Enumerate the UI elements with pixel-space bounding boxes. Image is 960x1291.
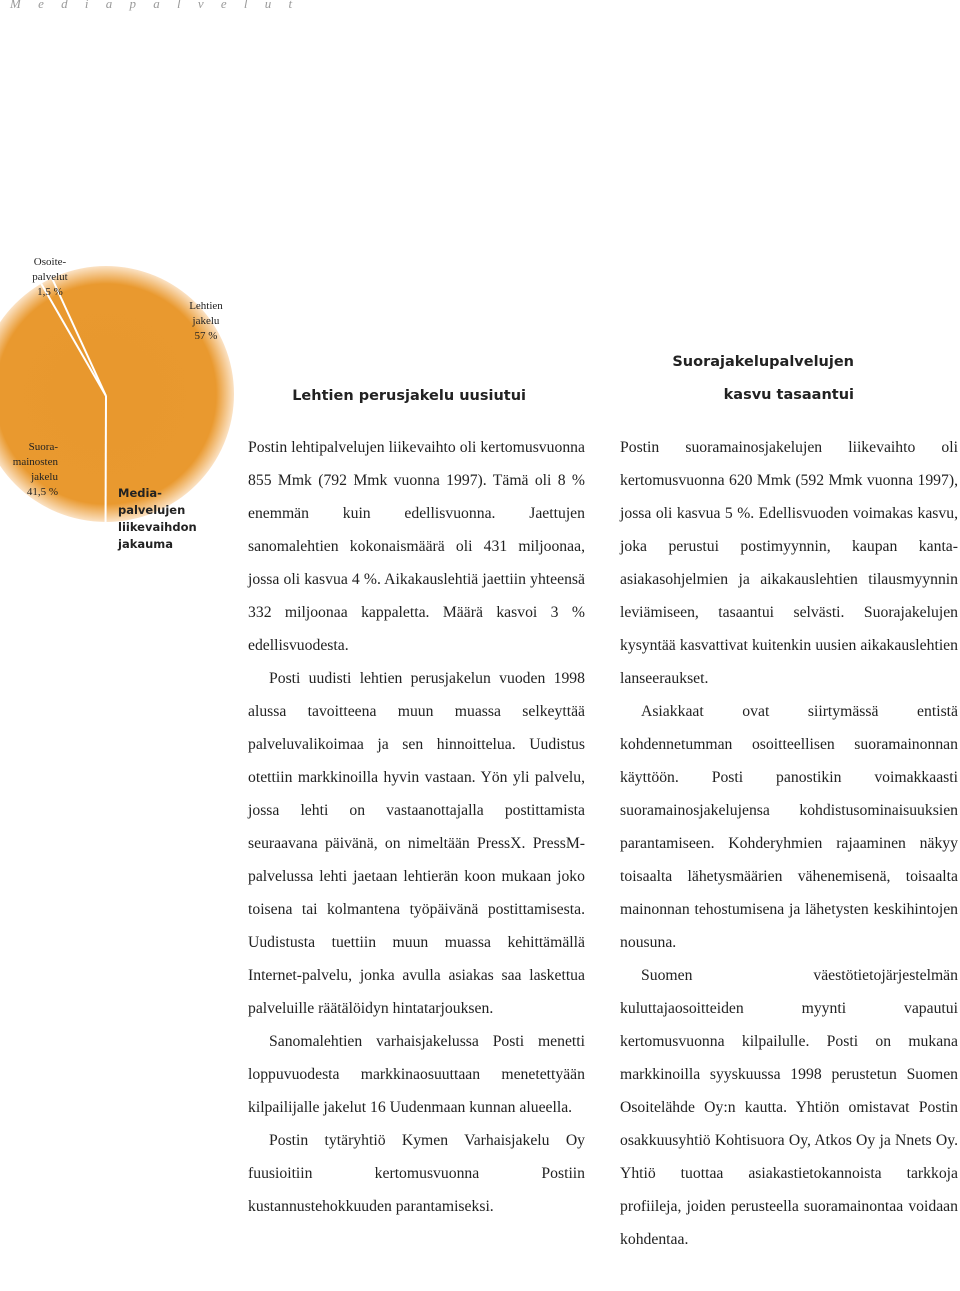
right-article-heading [620,346,854,412]
pie-label-value: 1,5 % [37,286,63,298]
pie-caption [118,485,228,553]
caption-line: palvelujen [118,503,186,517]
pie-label-line: mainosten [12,456,58,468]
pie-label-line: Osoite- [33,256,67,268]
pie-label-line: jakelu [192,315,220,327]
left-article-heading: Lehtien perusjakelu uusiutui [292,388,526,404]
pie-label-value: 41,5 % [26,486,58,498]
paragraph: Asiakkaat ovat siirtymässä entistä kohdennetumman osoitteellisen suoramainonnan käyttöön. Posti panostikin voimakkaasti suoramainosjakelujensa kohdistusominaisuuksien parantamiseen. Kohderyhmien rajaaminen näkyy toisaalta lähetysmäärien vähenemisenä, toisaalta mainonnan tehostumisena ja lähetysten keskihintojen nousuna. [620,703,958,951]
paragraph: Postin tytäryhtiö Kymen Varhaisjakelu Oy fuusioitiin kertomusvuonna Postiin kustannustehokkuuden parantamiseksi. [248,1132,585,1215]
heading-line: kasvu tasaantui [723,387,854,403]
caption-line: Media- [118,486,162,500]
running-head: M e d i a p a l v e l u t [10,0,300,11]
caption-line: liikevaihdon [118,520,197,534]
pie-label-line: palvelut [32,271,68,283]
pie-label-suoramainosten-jakelu [0,440,58,500]
paragraph: Posti uudisti lehtien perusjakelun vuoden 1998 alussa tavoitteena muun muassa selkeyttää palveluvalikoimaa ja sen hinnoittelua. Uudistus otettiin markkinoilla hyvin vastaan. Yön yli palvelu, jossa lehti on vastaanottajalla postittamista seuraavana päivänä, on nimeltään PressX. PressM-palvelussa lehti jaetaan lehtierän koon mukaan joko toisena tai kolmantena työpäivänä postittamisesta. Uudistusta tuettiin muun muassa kehittämällä Internet-palvelu, jonka avulla asiakas saa laskettua palveluille räätälöidyn hintatarjouksen. [248,670,585,1017]
pie-label-line: Suora- [28,441,58,453]
pie-label-osoitepalvelut [22,255,78,300]
paragraph: Suomen väestötietojärjestelmän kuluttajaosoitteiden myynti vapautui kertomusvuonna kilpailulle. Posti on mukana markkinoilla syyskuussa 1998 perustetun Suomen Osoitelähde Oy:n kautta. Yhtiön omistavat Postin osakkuusyhtiö Kohtisuora Oy, Atkos Oy ja Nnets Oy. Yhtiö tuottaa asiakastietokannoista tarkkoja profiileja, joiden perusteella suoramainontaa voidaan kohdentaa. [620,967,958,1248]
paragraph: Postin suoramainosjakelujen liikevaihto oli kertomusvuonna 620 Mmk (592 Mmk vuonna 1997), jossa oli kasvua 5 %. Edellisvuoden voimakas kasvu, joka perustui postimyynnin, kaupan kanta-asiakasohjelmien ja aikakauslehtien tilausmyynnin leviämiseen, tasaantui selvästi. Suorajakelujen kysyntää kasvattivat kuitenkin uusien aikakauslehtien lanseeraukset. [620,439,958,687]
paragraph: Postin lehtipalvelujen liikevaihto oli kertomusvuonna 855 Mmk (792 Mmk vuonna 1997). Tämä oli 8 % enemmän kuin edellisvuonna. Jaettujen sanomalehtien kokonaismäärä oli 431 miljoonaa, jossa oli kasvua 4 %. Aikakauslehtiä jaettiin yhteensä 332 miljoonaa kappaletta. Määrä kasvoi 3 % edellisvuodesta. [248,439,585,654]
paragraph: Sanomalehtien varhaisjakelussa Posti menetti loppuvuodesta markkinaosuuttaan menetettyään kilpailijalle jakelut 16 Uudenmaan kunnan alueella. [248,1033,585,1116]
pie-label-line: jakelu [31,471,58,483]
left-article-body [248,431,585,1223]
pie-label-lehtien-jakelu [178,299,234,344]
caption-line: jakauma [118,537,174,551]
right-article-body [620,431,958,1256]
pie-label-value: 57 % [194,330,218,342]
pie-label-line: Lehtien [189,300,223,312]
heading-line: Suorajakelupalvelujen [672,354,854,370]
